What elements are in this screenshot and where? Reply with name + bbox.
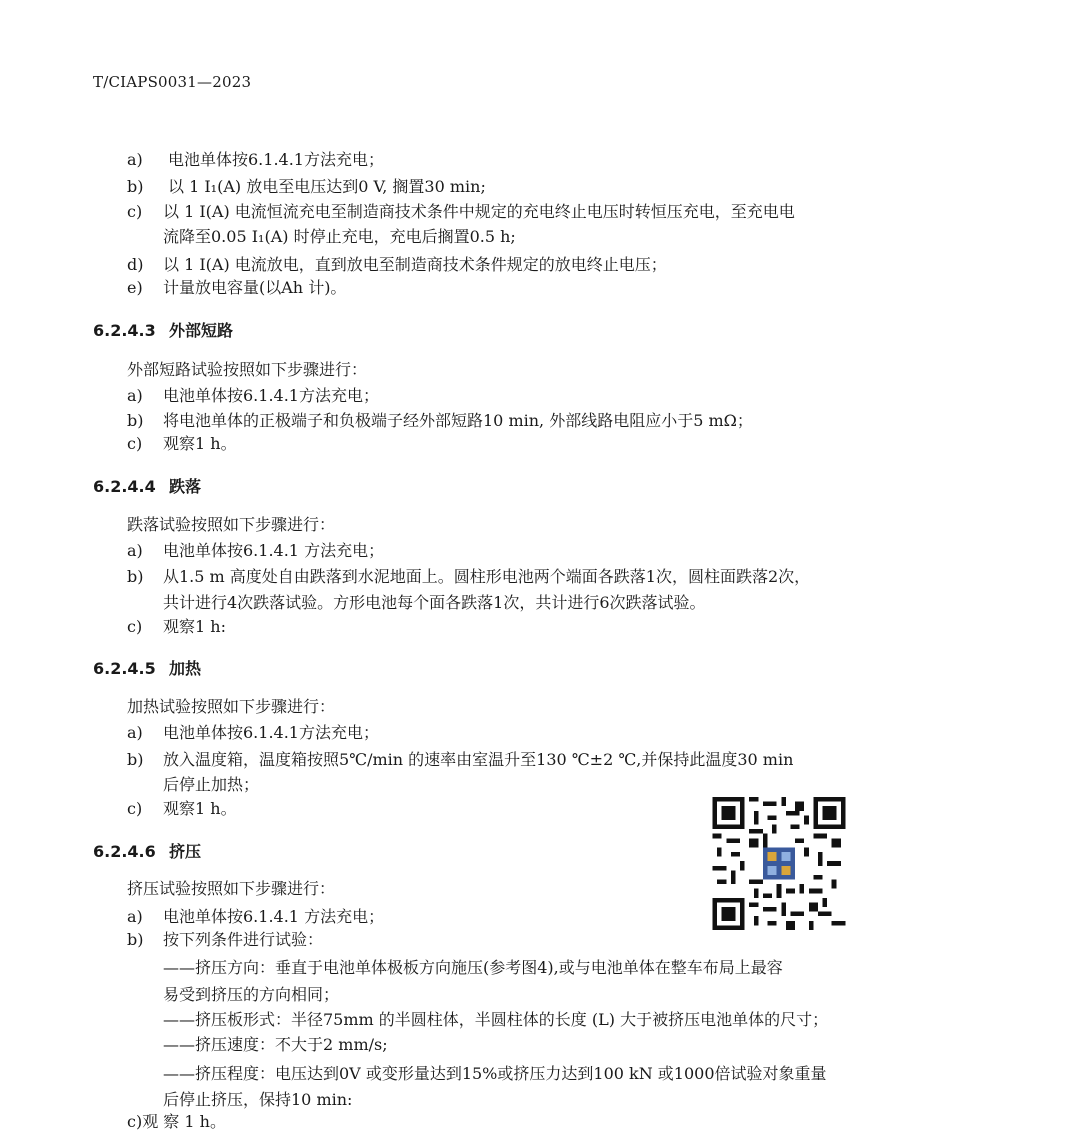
list-marker: a) <box>127 541 143 560</box>
section-intro: 加热试验按照如下步骤进行： <box>127 697 336 716</box>
condition-item-continued: 易受到挤压的方向相同； <box>163 985 340 1004</box>
qr-code-icon <box>708 797 850 930</box>
section-title: 跌落 <box>169 477 202 496</box>
list-marker: a) <box>127 723 143 742</box>
section-heading <box>93 842 201 862</box>
list-item: c)观 察 1 h。 <box>127 1112 226 1131</box>
section-heading <box>93 321 233 341</box>
section-number: 6.2.4.4 <box>93 477 156 496</box>
list-text: 以 1 I(A) 电流放电，直到放电至制造商技术条件规定的放电终止电压； <box>163 255 667 274</box>
list-marker: b) <box>127 750 144 769</box>
section-intro: 外部短路试验按照如下步骤进行： <box>127 360 368 379</box>
list-marker: c) <box>127 202 143 221</box>
section-heading <box>93 477 201 497</box>
section-number: 6.2.4.3 <box>93 321 156 340</box>
list-text: 电池单体按6.1.4.1方法充电； <box>163 386 379 405</box>
section-number: 6.2.4.6 <box>93 842 156 861</box>
list-marker: b) <box>127 930 144 949</box>
section-number: 6.2.4.5 <box>93 659 156 678</box>
list-marker: a) <box>127 150 143 169</box>
list-text: 计量放电容量(以Ah 计)。 <box>163 278 347 297</box>
condition-item-continued: 后停止挤压，保持10 min: <box>163 1090 353 1109</box>
list-text: 电池单体按6.1.4.1 方法充电； <box>163 541 385 560</box>
section-intro: 挤压试验按照如下步骤进行： <box>127 879 336 898</box>
list-marker: c) <box>127 799 143 818</box>
list-marker: d) <box>127 255 144 274</box>
list-text: 以 1 I(A) 电流恒流充电至制造商技术条件中规定的充电终止电压时转恒压充电，至充电电 <box>163 202 795 221</box>
list-text: 电池单体按6.1.4.1 方法充电； <box>163 907 385 926</box>
list-text: 按下列条件进行试验： <box>163 930 324 949</box>
list-text: 放入温度箱，温度箱按照5℃/min 的速率由室温升至130 ℃±2 ℃,并保持此温度30 min <box>163 750 794 769</box>
list-text: 观察1 h。 <box>163 434 237 453</box>
list-text: 将电池单体的正极端子和负极端子经外部短路10 min, 外部线路电阻应小于5 mΩ； <box>163 411 753 430</box>
list-marker: b) <box>127 411 144 430</box>
list-marker: e) <box>127 278 143 297</box>
list-text: 电池单体按6.1.4.1方法充电； <box>168 150 384 169</box>
list-text-continued: 流降至0.05 I₁(A) 时停止充电，充电后搁置0.5 h; <box>163 227 516 246</box>
section-title: 外部短路 <box>169 321 234 340</box>
list-text: 观察1 h。 <box>163 799 237 818</box>
list-text: 观察1 h: <box>163 617 226 636</box>
list-text-continued: 后停止加热； <box>163 775 260 794</box>
section-title: 加热 <box>169 659 202 678</box>
condition-item: ——挤压板形式：半径75mm 的半圆柱体，半圆柱体的长度 (L) 大于被挤压电池单体的尺寸； <box>163 1010 829 1029</box>
list-marker: b) <box>127 567 144 586</box>
list-marker: b) <box>127 177 144 196</box>
condition-item: ——挤压方向：垂直于电池单体极板方向施压(参考图4),或与电池单体在整车布局上最容 <box>163 958 783 977</box>
list-text: 电池单体按6.1.4.1方法充电； <box>163 723 379 742</box>
section-intro: 跌落试验按照如下步骤进行： <box>127 515 336 534</box>
section-heading <box>93 659 201 679</box>
list-marker: c) <box>127 434 143 453</box>
list-marker: a) <box>127 907 143 926</box>
section-title: 挤压 <box>169 842 202 861</box>
list-text-continued: 共计进行4次跌落试验。方形电池每个面各跌落1次，共计进行6次跌落试验。 <box>163 593 706 612</box>
condition-item: ——挤压速度：不大于2 mm/s; <box>163 1035 388 1054</box>
condition-item: ——挤压程度：电压达到0V 或变形量达到15%或挤压力达到100 kN 或1000倍试验对象重量 <box>163 1064 827 1083</box>
list-text: 以 1 I₁(A) 放电至电压达到0 V, 搁置30 min; <box>168 177 486 196</box>
document-id: T/CIAPS0031—2023 <box>93 73 252 91</box>
list-marker: c) <box>127 617 143 636</box>
list-marker: a) <box>127 386 143 405</box>
list-text: 从1.5 m 高度处自由跌落到水泥地面上。圆柱形电池两个端面各跌落1次，圆柱面跌落2次， <box>163 567 811 586</box>
